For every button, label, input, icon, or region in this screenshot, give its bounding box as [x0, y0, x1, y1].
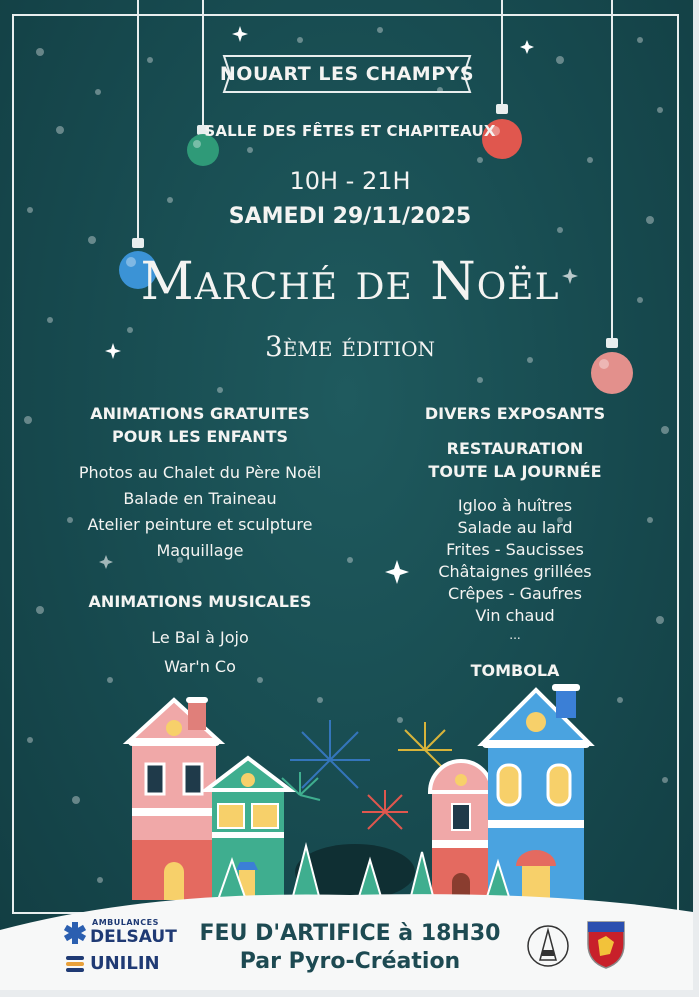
sponsor-delsaut: [64, 918, 177, 948]
music-heading: ANIMATIONS MUSICALES: [88, 592, 312, 611]
coat-of-arms-icon: [584, 918, 628, 970]
sponsor-1-name: DELSAUT: [90, 927, 177, 947]
unilin-logo-icon: [64, 954, 86, 974]
list-item: Le Bal à Jojo: [151, 628, 249, 647]
hours: 10H - 21H: [289, 167, 411, 195]
list-item: Salade au lard: [457, 518, 573, 537]
town-crest-icon: [526, 920, 570, 972]
food-heading-2: TOUTE LA JOURNÉE: [428, 462, 602, 481]
star-of-life-icon: [64, 922, 86, 944]
list-item: ...: [509, 628, 521, 642]
food-heading-1: RESTAURATION: [446, 439, 584, 458]
list-item: Crêpes - Gaufres: [448, 584, 582, 603]
town-name: NOUART LES CHAMPYS: [219, 63, 475, 85]
exhibitors-heading: DIVERS EXPOSANTS: [424, 404, 606, 423]
list-item: War'n Co: [164, 657, 236, 676]
fireworks-icon: [282, 720, 452, 829]
venue: SALLE DES FÊTES ET CHAPITEAUX: [204, 122, 496, 140]
kids-heading-2: POUR LES ENFANTS: [111, 427, 289, 446]
list-item: Igloo à huîtres: [457, 496, 573, 515]
list-item: Frites - Saucisses: [446, 540, 584, 559]
sponsor-unilin: [64, 952, 174, 978]
main-title: Marché de Noël: [140, 252, 560, 312]
list-item: Vin chaud: [475, 606, 555, 625]
event-date: SAMEDI 29/11/2025: [228, 204, 472, 229]
fireworks-announcement: [160, 920, 540, 976]
sponsor-1-tagline: AMBULANCES: [92, 918, 159, 927]
kids-heading-1: ANIMATIONS GRATUITES: [90, 404, 310, 423]
edition: 3ème édition: [264, 330, 436, 363]
list-item: Maquillage: [156, 541, 244, 560]
list-item: Atelier peinture et sculpture: [87, 515, 313, 534]
green-house: [206, 758, 290, 900]
tombola-heading: TOMBOLA: [470, 661, 560, 680]
fireworks-time: FEU D'ARTIFICE à 18H30: [199, 921, 501, 946]
list-item: Balade en Traineau: [123, 489, 277, 508]
pink-house-right: [430, 761, 492, 900]
pink-house-left: [128, 697, 220, 900]
sponsor-2-name: UNILIN: [90, 953, 160, 974]
list-item: Photos au Chalet du Père Noël: [78, 463, 322, 482]
list-item: Châtaignes grillées: [438, 562, 592, 581]
fireworks-provider: Par Pyro-Création: [239, 949, 461, 974]
